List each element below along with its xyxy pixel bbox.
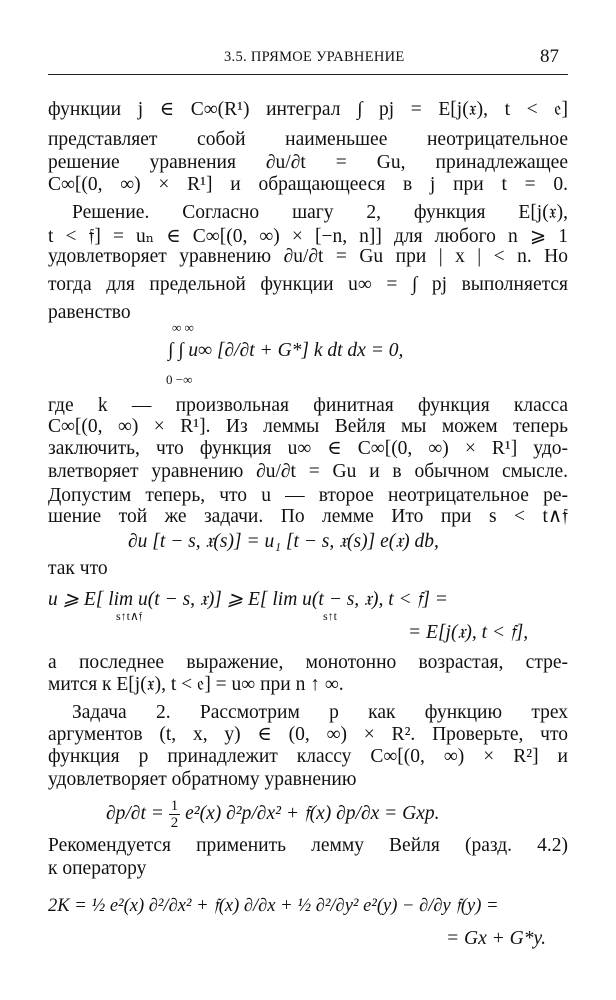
equation-operator: 2K = ½ e²(x) ∂²/∂x² + 𝔣(x) ∂/∂x + ½ ∂²/∂y² e²(y) − ∂/∂y 𝔣(y) = (48, 896, 499, 916)
equation-ito: ∂u [t − s, 𝔵(s)] = u₁ [t − s, 𝔵(s)] e(𝔵) db, (128, 531, 439, 552)
text-line: аргументов (t, x, y) ∈ (0, ∞) × R². Проверьте, что (48, 724, 568, 745)
text-line: представляет собой наименьшее неотрицательное (48, 129, 568, 150)
text-line: а последнее выражение, монотонно возрастая, стре- (48, 652, 568, 673)
text-line: где k — произвольная финитная функция класса (48, 395, 568, 416)
text-line: C∞[(0, ∞) × R¹]. Из леммы Вейля мы можем теперь (48, 416, 568, 437)
running-head: 3.5. ПРЯМОЕ УРАВНЕНИЕ (224, 49, 405, 65)
text-line: влетворяет уравнению ∂u/∂t = Gu и в обычном смысле. (48, 461, 568, 482)
text-line: C∞[(0, ∞) × R¹] и обращающееся в j при t = 0. (48, 174, 568, 195)
equation-inequality-cont: = E[j(𝔵), t < 𝔣], (408, 622, 529, 643)
limit-subscript: s↑t∧𝔣 (116, 609, 143, 623)
text-line: t < 𝔣] = uₙ ∈ C∞[(0, ∞) × [−n, n]] для любого n ⩾ 1 (48, 226, 568, 247)
text-line: Задача 2. Рассмотрим p как функцию трех (72, 702, 568, 723)
equation-lhs: ∂p/∂t = (106, 802, 164, 824)
fraction-denominator: 2 (170, 815, 179, 831)
text-line: решение уравнения ∂u/∂t = Gu, принадлежащее (48, 152, 568, 173)
equation-integral: ∫ ∫ u∞ [∂/∂t + G*] k dt dx = 0, (168, 340, 404, 361)
text-line: заключить, что функция u∞ ∈ C∞[(0, ∞) × R¹] удо- (48, 438, 568, 459)
text-line: функции j ∈ C∞(R¹) интеграл ∫ pj = E[j(𝔵), t < 𝔢] (48, 99, 568, 120)
text-line: удовлетворяет обратному уравнению (48, 769, 357, 790)
text-line: удовлетворяет уравнению ∂u/∂t = Gu при | x | < n. Но (48, 246, 568, 267)
fraction-numerator: 1 (170, 798, 179, 814)
text-line: к оператору (48, 858, 147, 879)
text-line: равенство (48, 302, 131, 323)
equation-inequality: u ⩾ E[ lim u(t − s, 𝔵)] ⩾ E[ lim u(t − s, 𝔵), t < 𝔣] = (48, 589, 448, 610)
equation-limits-lower: 0 −∞ (166, 372, 193, 387)
equation-backward (106, 798, 440, 831)
text-line: шение той же задачи. По лемме Ито при s < t∧𝔣 (48, 506, 568, 527)
fraction-half (169, 798, 181, 831)
page-number: 87 (540, 46, 559, 67)
text-line: так что (48, 558, 108, 579)
equation-rhs: e²(x) ∂²p/∂x² + 𝔣(x) ∂p/∂x = Gxp. (185, 802, 440, 824)
text-line: функция p принадлежит классу C∞[(0, ∞) × R²] и (48, 746, 568, 767)
text-line: Решение. Согласно шагу 2, функция E[j(𝔵), (72, 202, 568, 223)
equation-limits-upper: ∞ ∞ (172, 320, 194, 335)
text-line: мится к E[j(𝔵), t < 𝔢] = u∞ при n ↑ ∞. (48, 674, 344, 695)
equation-operator-cont: = Gx + G*y. (446, 928, 546, 949)
text-line: тогда для предельной функции u∞ = ∫ pj выполняется (48, 274, 568, 295)
text-line: Допустим теперь, что u — второе неотрицательное ре- (48, 485, 568, 506)
header-rule (48, 74, 568, 75)
limit-subscript: s↑t (323, 609, 338, 623)
text-line: Рекомендуется применить лемму Вейля (разд. 4.2) (48, 835, 568, 856)
